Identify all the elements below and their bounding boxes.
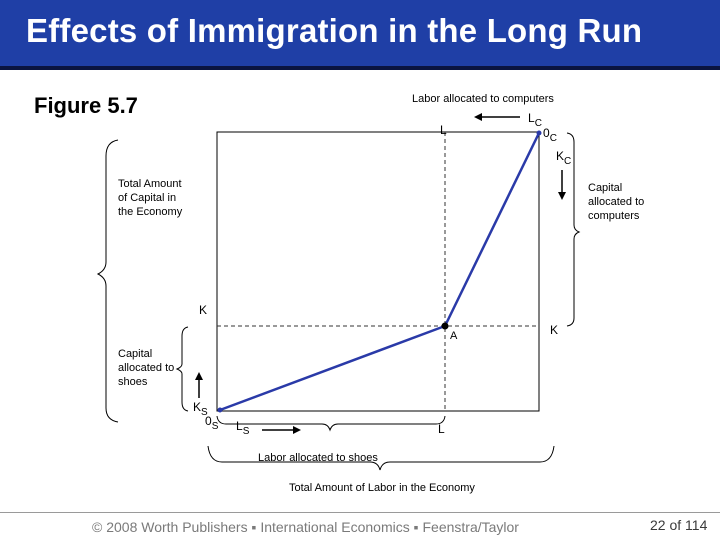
capital-shoes-line-3: shoes <box>118 376 148 388</box>
origin-c-sub: C <box>549 133 557 144</box>
origin-s-marker <box>218 408 223 413</box>
page-current: 22 <box>650 517 666 533</box>
k-right-label: K <box>550 323 559 337</box>
labor-shoes-brace <box>217 416 445 430</box>
arrow-right-icon <box>262 426 301 434</box>
capital-shoes-label <box>118 348 177 388</box>
arrow-up-icon <box>195 372 203 398</box>
origin-c-marker <box>537 131 542 136</box>
capital-shoes-line-2: allocated to <box>118 362 175 374</box>
ks-main: K <box>193 400 202 414</box>
total-capital-line-1: Total Amount <box>118 178 182 190</box>
capital-computers-line-2: allocated to <box>588 196 645 208</box>
k-left-label: K <box>199 303 208 317</box>
page-of: of <box>669 517 682 533</box>
capital-shoes-line-1: Capital <box>118 348 153 360</box>
origin-s-sub: S <box>211 421 219 432</box>
ls-main: L <box>236 419 243 433</box>
figure-label: Figure 5.7 <box>34 93 138 118</box>
l-top-label: L <box>440 123 447 137</box>
computers-allocation-line <box>445 133 539 326</box>
total-capital-line-2: of Capital in <box>118 192 177 204</box>
kc-sub: C <box>564 156 572 167</box>
kc-main: K <box>556 149 565 163</box>
ls-label <box>236 419 250 437</box>
ls-sub: S <box>242 426 250 437</box>
total-capital-label <box>118 178 185 218</box>
labor-computers-label: Labor allocated to computers <box>412 93 554 105</box>
arrow-down-icon <box>558 170 566 200</box>
ks-sub: S <box>201 407 208 418</box>
page-number <box>650 517 707 533</box>
l-bottom-label: L <box>438 422 445 436</box>
lc-top-sub: C <box>534 118 542 129</box>
page-total: 114 <box>685 517 708 533</box>
labor-shoes-label: Labor allocated to shoes <box>258 452 378 464</box>
arrow-left-icon <box>474 113 520 121</box>
footer-credit: © 2008 Worth Publishers ▪ International Economics ▪ Feenstra/Taylor <box>92 519 519 535</box>
point-a-label: A <box>450 330 458 342</box>
lc-top-main: L <box>528 111 535 125</box>
capital-computers-label <box>588 182 647 222</box>
origin-c-label <box>543 126 557 144</box>
box-frame <box>217 132 539 411</box>
total-labor-label: Total Amount of Labor in the Economy <box>289 482 475 494</box>
lc-top-label <box>528 111 542 129</box>
kc-label <box>556 149 571 167</box>
origin-s-main: 0 <box>205 414 212 428</box>
total-capital-line-3: the Economy <box>118 206 183 218</box>
capital-computers-line-1: Capital <box>588 182 623 194</box>
shoes-allocation-line <box>220 326 445 410</box>
origin-c-main: 0 <box>543 126 550 140</box>
footer-divider <box>0 512 720 513</box>
point-a-marker <box>442 323 449 330</box>
capital-shoes-brace <box>177 327 188 411</box>
total-capital-brace <box>98 140 118 422</box>
slide-title: Effects of Immigration in the Long Run <box>26 12 643 49</box>
capital-computers-line-3: computers <box>588 210 640 222</box>
